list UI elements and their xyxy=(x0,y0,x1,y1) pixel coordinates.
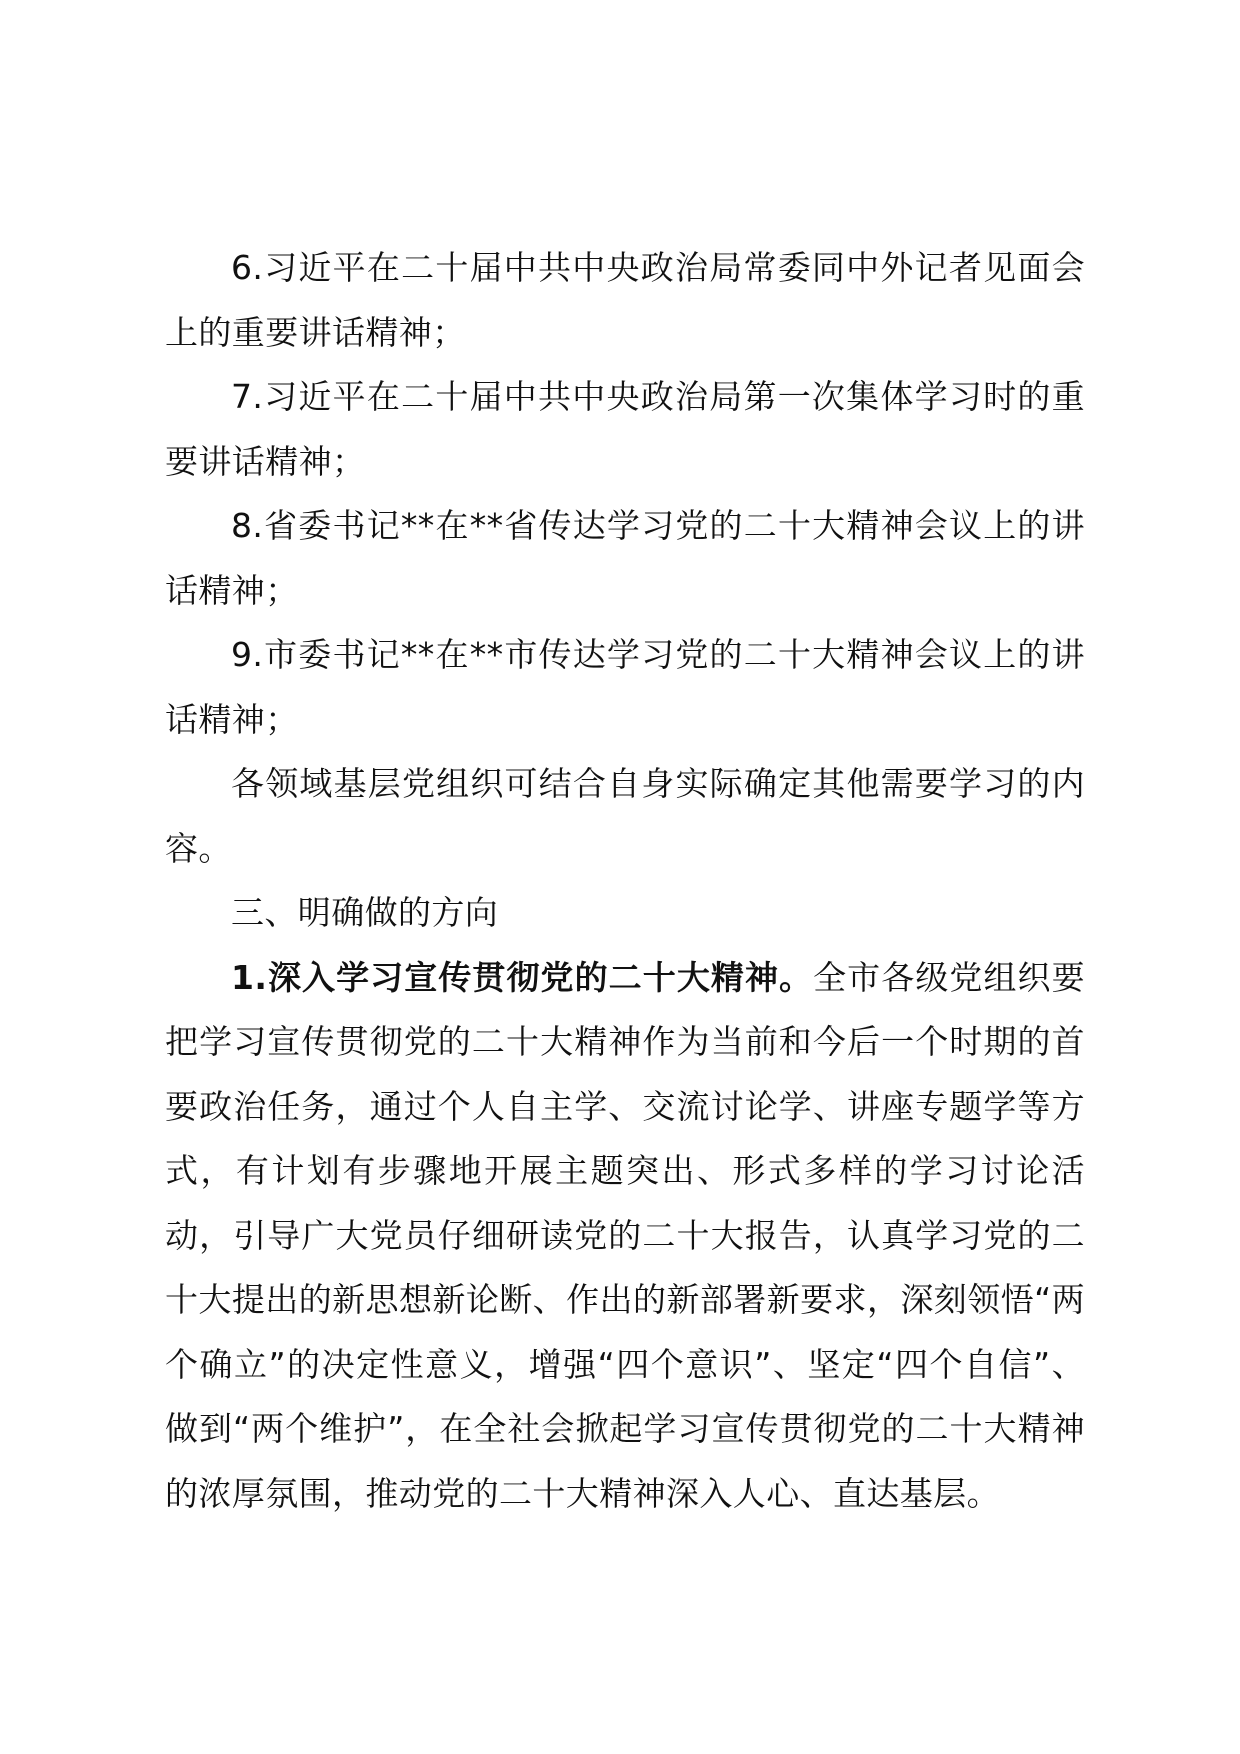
list-item-8: 8.省委书记**在**省传达学习党的二十大精神会议上的讲话精神； xyxy=(165,506,1085,610)
point-1-title: 1.深入学习宣传贯彻党的二十大精神。 xyxy=(231,957,814,997)
note-paragraph: 各领域基层党组织可结合自身实际确定其他需要学习的内容。 xyxy=(165,764,1085,868)
point-1-paragraph xyxy=(165,946,1085,1527)
list-item-6: 6.习近平在二十届中共中央政治局常委同中外记者见面会上的重要讲话精神； xyxy=(165,248,1085,352)
document-body xyxy=(165,236,1085,1526)
list-item-7: 7.习近平在二十届中共中央政治局第一次集体学习时的重要讲话精神； xyxy=(165,377,1085,481)
point-1-body: 全市各级党组织要把学习宣传贯彻党的二十大精神作为当前和今后一个时期的首要政治任务，通过个人自主学、交流讨论学、讲座专题学等方式，有计划有步骤地开展主题突出、形式多样的学习讨论活动，引导广大党员仔细研读党的二十大报告，认真学习党的二十大提出的新思想新论断、作出的新部署新要求，深刻领悟“两个确立”的决定性意义，增强“四个意识”、坚定“四个自信”、做到“两个维护”，在全社会掀起学习宣传贯彻党的二十大精神的浓厚氛围，推动党的二十大精神深入人心、直达基层。 xyxy=(165,957,1086,1513)
section-heading: 三、明确做的方向 xyxy=(231,893,499,932)
list-item-9: 9.市委书记**在**市传达学习党的二十大精神会议上的讲话精神； xyxy=(165,635,1085,739)
